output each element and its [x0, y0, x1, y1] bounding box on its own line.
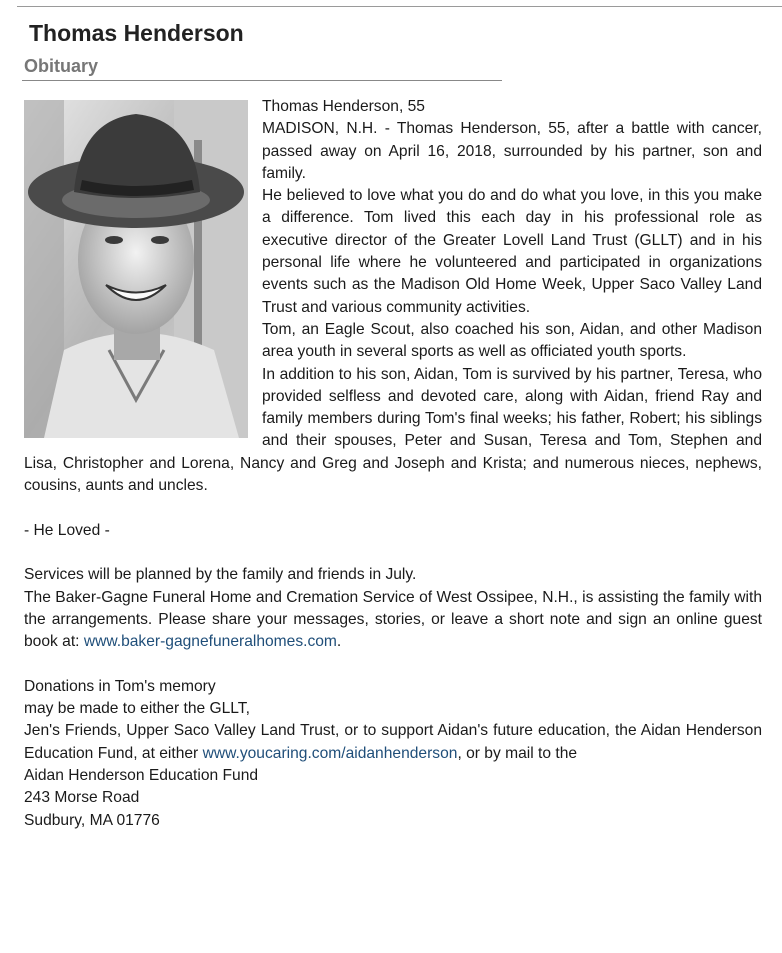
services-line: Services will be planned by the family and friends in July. — [24, 566, 417, 584]
address-line-2: 243 Morse Road — [24, 789, 140, 807]
donations-line-2: may be made to either the GLLT, — [24, 700, 250, 718]
address-line-3: Sudbury, MA 01776 — [24, 811, 160, 829]
funeral-home-end: . — [336, 633, 342, 651]
donations-line-1: Donations in Tom's memory — [24, 677, 216, 695]
eagle-scout-paragraph: Tom, an Eagle Scout, also coached his son, Aidan, and other Madison area youth in several sports as well as officiated youth sports. — [262, 320, 762, 361]
address-line-1: Aidan Henderson Education Fund — [24, 766, 259, 784]
funeral-home-link[interactable]: www.baker-gagnefuneralhomes.com — [83, 633, 337, 651]
donations-text-end: , or by mail to the — [457, 744, 578, 762]
he-loved-line: - He Loved - — [24, 521, 110, 539]
top-divider — [17, 6, 782, 7]
life-paragraph: He believed to love what you do and do what you love, in this you make a difference. Tom lived this each day in his professional role as executive director of the Greater Lovell Land Trust (GLLT) and in his personal life where he volunteered and participated in organizations events such as the Madison Old Home Week, Upper Saco Valley Land Trust and various community activities. — [262, 187, 762, 316]
page-subtitle: Obituary — [24, 56, 99, 76]
obituary-article — [24, 96, 762, 832]
donations-paragraph — [24, 720, 762, 765]
portrait-photo-graphic — [24, 100, 248, 438]
death-notice-paragraph: MADISON, N.H. - Thomas Henderson, 55, after a battle with cancer, passed away on April 16, 2018, surrounded by his partner, son and family. — [262, 120, 762, 182]
subtitle-divider — [22, 80, 502, 81]
funeral-home-text: The Baker-Gagne Funeral Home and Cremation Service of West Ossipee, N.H., is assisting the family with the arrangements. Please share your messages, stories, or leave a short note and sign an online guest book at: — [24, 588, 762, 651]
youcaring-link[interactable]: www.youcaring.com/aidanhenderson — [202, 744, 458, 762]
funeral-home-paragraph — [24, 587, 762, 654]
survivors-paragraph: In addition to his son, Aidan, Tom is survived by his partner, Teresa, who provided selfless and devoted care, along with Aidan, friend Ray and family members during Tom's final weeks; his father, Robert; his siblings and their spouses, Peter and Susan, Teresa and Tom, Stephen and Lisa, Christopher and Lorena, Nancy and Greg and Joseph and Krista; and numerous nieces, nephews, cousins, aunts and uncles. — [24, 365, 762, 495]
portrait-photo — [24, 100, 248, 438]
name-age-line: Thomas Henderson, 55 — [262, 98, 425, 115]
page-title: Thomas Henderson — [29, 20, 244, 46]
donations-text: Jen's Friends, Upper Saco Valley Land Trust, or to support Aidan's future education, the Aidan Henderson Education Fund, at either — [24, 722, 762, 762]
